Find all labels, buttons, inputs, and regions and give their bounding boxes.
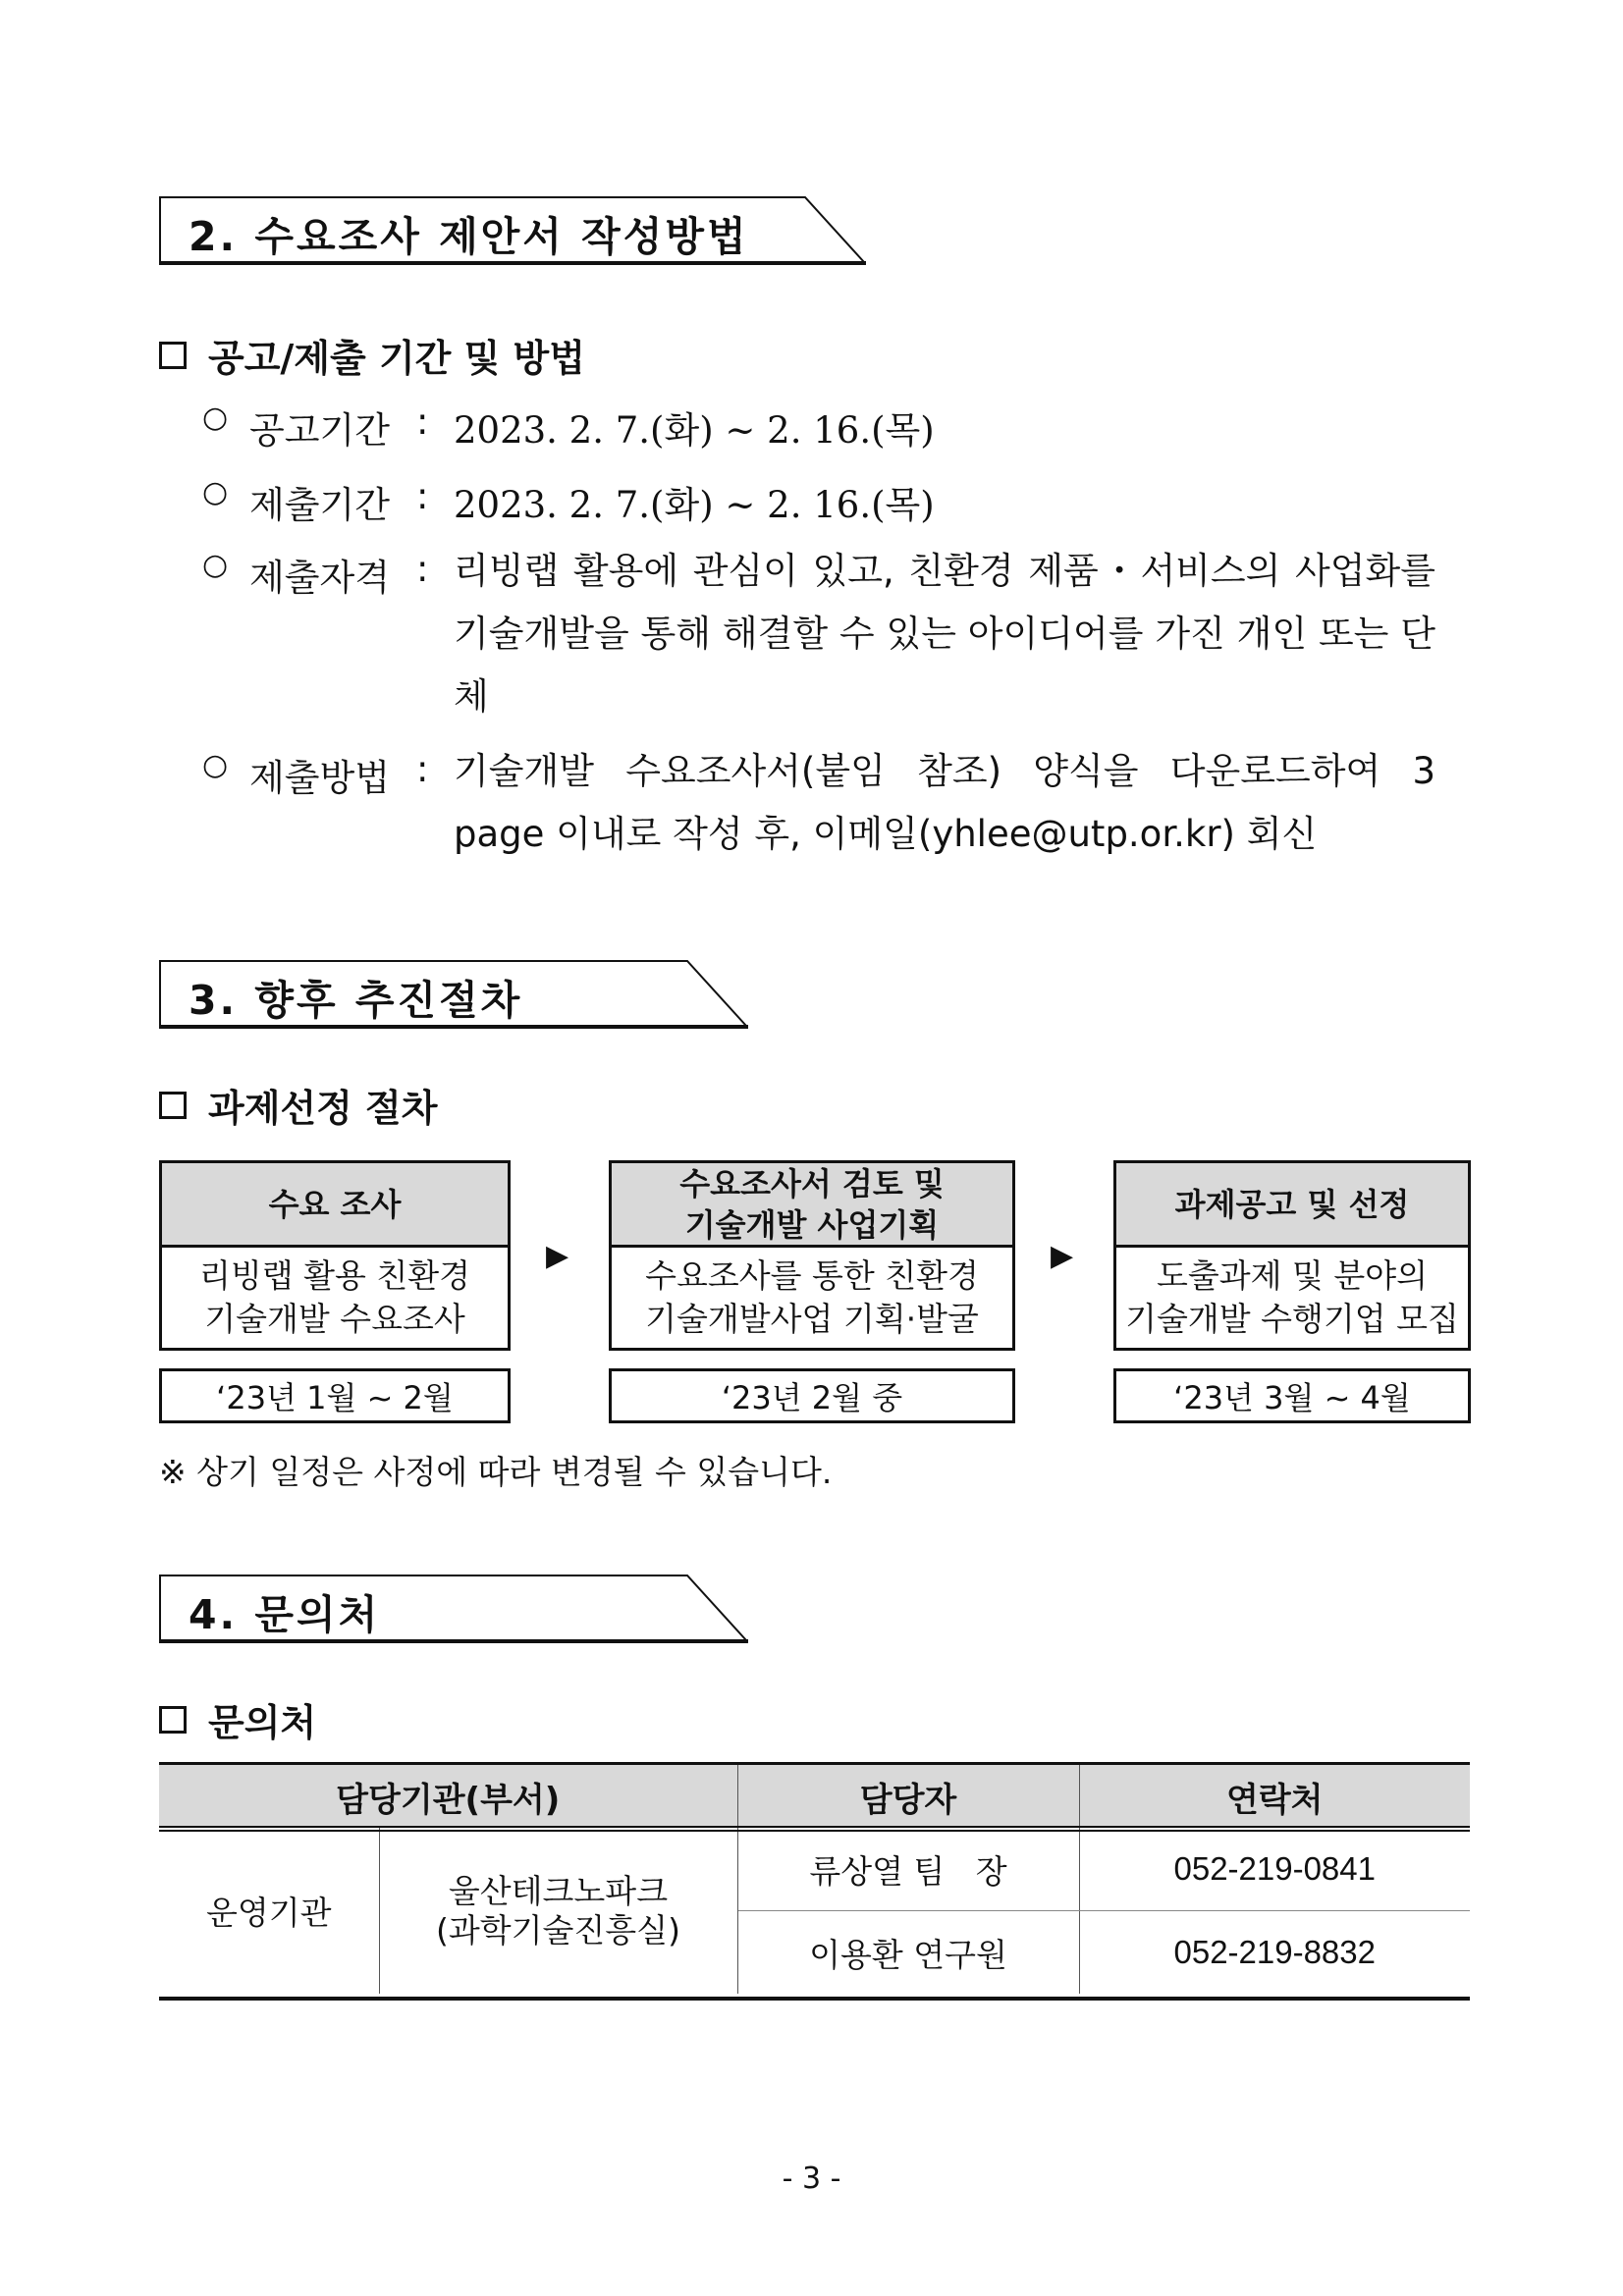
item-value: 기술개발 수요조사서(붙임 참조) 양식을 다운로드하여 3 page 이내로 작성 후, 이메일(yhlee@utp.or.kr) 회신 [454,750,1435,855]
contact-table [159,1765,1470,1994]
step-description: 도출과제 및 분야의 기술개발 수행기업 모집 [1125,1256,1459,1338]
colon: : [416,548,429,590]
phone-cell: 052-219-0841 [1079,1828,1470,1911]
section-3-title: 3. 향후 추진절차 [189,977,523,1024]
colon: : [416,748,429,790]
table-header-double-rule [159,1826,1470,1832]
section-2-subheading [159,328,585,382]
section-4-title: 4. 문의처 [189,1591,381,1638]
step-description: 리빙랩 활용 친환경 기술개발 수요조사 [198,1256,470,1338]
circle-bullet-icon: ○ [202,400,229,435]
subheading-text: 문의처 [208,1701,317,1744]
item-label: 제출자격 [249,557,390,599]
section-3-header [159,960,748,1027]
section-4-header [159,1575,748,1641]
section-4-subheading [159,1692,316,1746]
header-contact: 연락처 [1079,1765,1470,1828]
arrow-right-icon: ▶ [546,1239,569,1273]
circle-bullet-icon: ○ [202,748,229,782]
section-2-header [159,196,866,263]
person-cell: 류상열 팀 장 [737,1828,1079,1911]
subheading-text: 과제선정 절차 [208,1087,438,1130]
step-description: 수요조사를 통한 친환경 기술개발사업 기획·발굴 [645,1256,979,1338]
subheading-text: 공고/제출 기간 및 방법 [208,337,585,380]
colon: : [416,400,429,443]
table-row [159,1828,1470,1911]
table-bottom-rule [159,1997,1470,2001]
step-title: 수요조사서 검토 및 기술개발 사업기획 [612,1163,1012,1248]
checkbox-square-icon [159,342,187,369]
section-3-subheading [159,1078,437,1132]
step-3-date: ‘23년 3월 ~ 4월 [1113,1368,1471,1423]
step-2-date: ‘23년 2월 중 [609,1368,1015,1423]
item-value: 2023. 2. 7.(화) ~ 2. 16.(목) [454,409,935,452]
circle-bullet-icon: ○ [202,475,229,509]
arrow-right-icon: ▶ [1051,1239,1074,1273]
org-name-cell: 울산테크노파크 (과학기술진흥실) [379,1828,737,1994]
step-1-date: ‘23년 1월 ~ 2월 [159,1368,511,1423]
header-person: 담당자 [737,1765,1079,1828]
circle-bullet-icon: ○ [202,548,229,582]
step-title: 과제공고 및 선정 [1116,1163,1468,1248]
section-2-title: 2. 수요조사 제안서 작성방법 [189,213,749,260]
table-header-row [159,1765,1470,1828]
org-type-cell: 운영기관 [159,1828,379,1994]
checkbox-square-icon [159,1092,187,1119]
process-step-2 [609,1160,1015,1351]
person-cell: 이용환 연구원 [737,1911,1079,1995]
item-value: 2023. 2. 7.(화) ~ 2. 16.(목) [454,484,935,526]
phone-cell: 052-219-8832 [1173,1934,1376,1970]
header-organization: 담당기관(부서) [159,1765,737,1828]
item-label: 공고기간 [249,409,390,452]
step-title: 수요 조사 [162,1163,508,1248]
checkbox-square-icon [159,1706,187,1734]
item-label: 제출방법 [249,757,390,799]
item-label: 제출기간 [249,484,390,526]
schedule-note: ※ 상기 일정은 사정에 따라 변경될 수 있습니다. [159,1453,833,1491]
page-number: - 3 - [782,2162,841,2196]
process-step-3 [1113,1160,1471,1351]
item-value: 리빙랩 활용에 관심이 있고, 친환경 제품・서비스의 사업화를 기술개발을 통해 해결할 수 있는 아이디어를 가진 개인 또는 단체 [454,550,1435,718]
colon: : [416,475,429,517]
process-step-1 [159,1160,511,1351]
